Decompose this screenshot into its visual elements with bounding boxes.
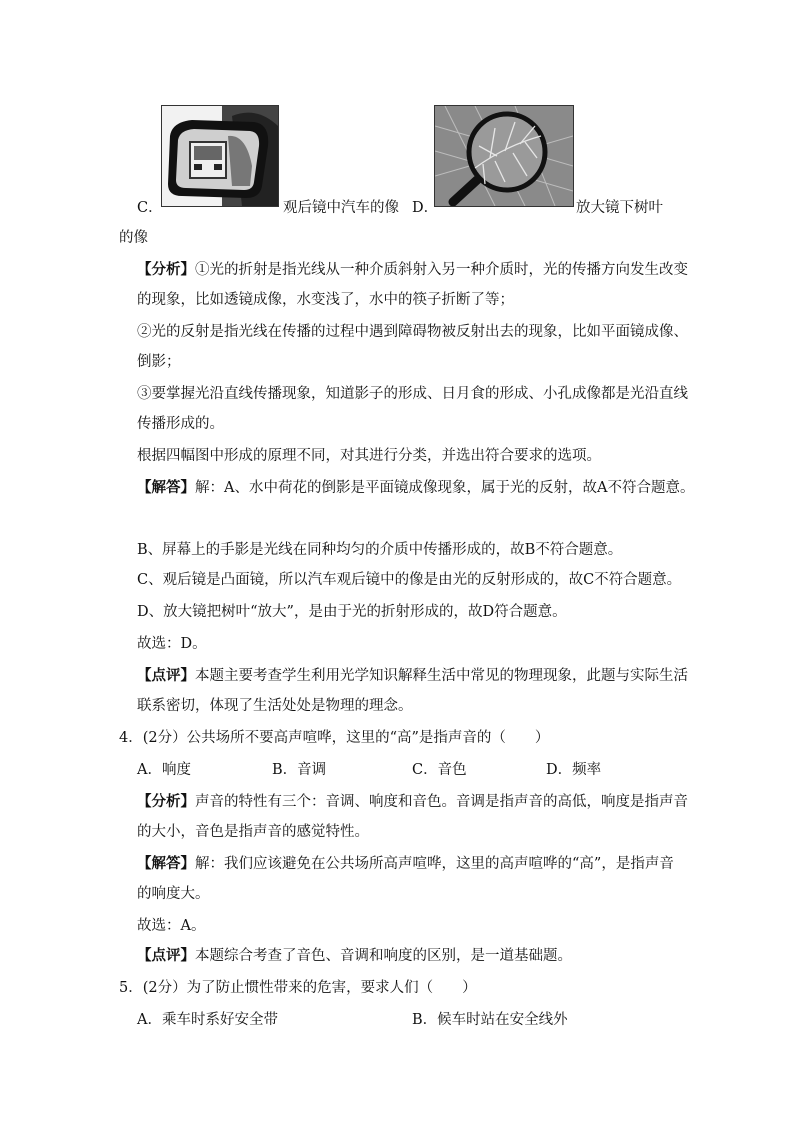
review-tag: 【点评】 [137,667,195,684]
answer-text: 解：我们应该避免在公共场所高声喧哗，这里的高声喧哗的“高”，是指声音 [195,856,674,872]
analysis-tag: 【分析】 [137,261,195,278]
option-d-caption-cont: 的像 [119,230,148,246]
q4-option-a: A．响度 [137,762,191,778]
q3-analysis-line-7: 根据四幅图中形成的原理不同，对其进行分类，并选出符合要求的选项。 [137,448,601,464]
mirror-car-image [161,105,279,207]
q3-answer-line-3: C、观后镜是凸面镜，所以汽车观后镜中的像是由光的反射形成的，故C不符合题意。 [137,572,682,588]
option-d-caption: 放大镜下树叶 [576,200,663,216]
q5-option-b: B．候车时站在安全线外 [412,1012,568,1028]
review-tag: 【点评】 [137,947,195,964]
q3-analysis-line-3: ②光的反射是指光线在传播的过程中遇到障碍物被反射出去的现象，比如平面镜成像、 [137,324,688,340]
q4-analysis-line-2: 的大小，音色是指声音的感觉特性。 [137,824,369,840]
q3-answer-line-1 [137,478,694,498]
magnifier-leaf-illustration [435,106,573,206]
q4-analysis-line-1 [137,792,688,812]
q5-option-a: A．乘车时系好安全带 [137,1012,278,1028]
q3-analysis-line-2: 的现象，比如透镜成像，水变浅了，水中的筷子折断了等； [137,292,514,308]
magnifier-leaf-image [434,105,574,207]
q5-stem: 5．(2分）为了防止惯性带来的危害，要求人们（ ） [119,980,477,996]
q4-answer-line-2: 的响度大。 [137,886,210,902]
option-c-caption: 观后镜中汽车的像 [283,200,399,216]
answer-tag: 【解答】 [137,855,195,872]
review-text: 本题综合考查了音色、音调和响度的区别，是一道基础题。 [195,948,572,964]
q4-answer-line-1 [137,854,674,874]
q3-analysis-line-6: 传播形成的。 [137,416,224,432]
option-c-label: C． [137,200,163,216]
review-text: 本题主要考查学生利用光学知识解释生活中常见的物理现象，此题与实际生活 [195,668,688,684]
q3-answer-line-4: D、放大镜把树叶“放大”，是由于光的折射形成的，故D符合题意。 [137,604,567,620]
analysis-tag: 【分析】 [137,793,195,810]
analysis-text: 声音的特性有三个：音调、响度和音色。音调是指声音的高低，响度是指声音 [195,794,688,810]
q4-stem: 4．(2分）公共场所不要高声喧哗，这里的“高”是指声音的（ ） [119,730,550,746]
answer-tag: 【解答】 [137,479,195,496]
q3-review-line-1 [137,666,688,686]
q3-analysis-line-4: 倒影； [137,354,181,370]
mirror-car-illustration [162,106,278,206]
q4-review-line [137,946,572,966]
analysis-text: ①光的折射是指光线从一种介质斜射入另一种介质时，光的传播方向发生改变 [195,262,688,278]
q4-choice: 故选：A。 [137,918,206,934]
q3-choice: 故选：D。 [137,636,207,652]
answer-text: 解：A、水中荷花的倒影是平面镜成像现象，属于光的反射，故A不符合题意。 [195,480,695,496]
q3-analysis-line-5: ③要掌握光沿直线传播现象，知道影子的形成、日月食的形成、小孔成像都是光沿直线 [137,386,688,402]
q4-option-d: D．频率 [546,762,602,778]
q4-option-c: C．音色 [412,762,467,778]
q4-option-b: B．音调 [272,762,327,778]
option-d-label: D． [412,200,439,216]
q3-analysis-line-1 [137,260,688,280]
q3-answer-line-2: B、屏幕上的手影是光线在同种均匀的介质中传播形成的，故B不符合题意。 [137,542,623,558]
q3-review-line-2: 联系密切，体现了生活处处是物理的理念。 [137,698,413,714]
